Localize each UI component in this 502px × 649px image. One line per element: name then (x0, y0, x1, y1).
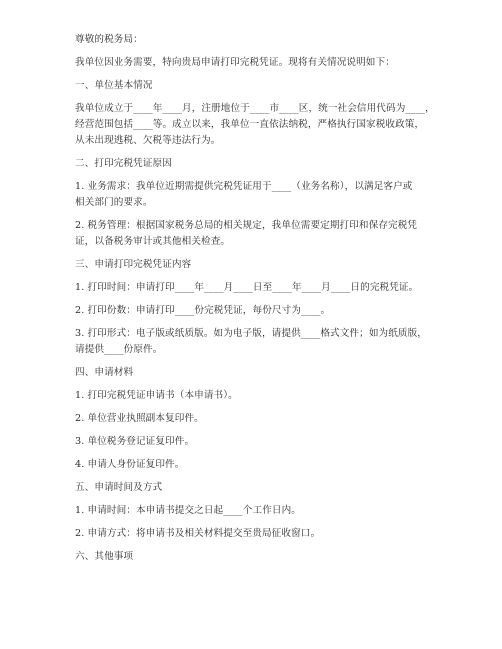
section-heading-4: 四、申请材料 (75, 367, 134, 378)
body-line: 1. 打印完税凭证申请书（本申请书）。 (75, 390, 238, 401)
intro-paragraph: 我单位因业务需要，特向贵局申请打印完税凭证。现将有关情况说明如下： (75, 57, 395, 68)
body-line: 1. 业务需求：我单位近期需提供完税凭证用于____（业务名称），以满足客户或 (75, 181, 413, 192)
body-line: 请提供____份原件。 (75, 344, 163, 355)
body-line: 从未出现逃税、欠税等违法行为。 (75, 135, 221, 146)
body-line: 1. 申请时间：本申请书提交之日起____个工作日内。 (75, 505, 301, 516)
body-line: 我单位成立于____年____月，注册地位于____市____区，统一社会信用代码为____， (75, 103, 435, 114)
body-line: 证，以备税务审计或其他相关检查。 (75, 236, 231, 247)
body-line: 2. 打印份数：申请打印____份完税凭证，每份尺寸为____。 (75, 305, 331, 316)
section-heading-2: 二、打印完税凭证原因 (75, 158, 172, 169)
section-heading-3: 三、申请打印完税凭证内容 (75, 259, 192, 270)
body-line: 2. 单位营业执照副本复印件。 (75, 413, 204, 424)
body-line: 3. 打印形式：电子版或纸质版。如为电子版，请提供____格式文件；如为纸质版， (75, 328, 427, 339)
body-line: 2. 申请方式：将申请书及相关材料提交至贵局征收窗口。 (75, 528, 321, 539)
body-line: 3. 单位税务登记证复印件。 (75, 436, 195, 447)
body-line: 2. 税务管理：根据国家税务总局的相关规定，我单位需要定期打印和保存完税凭 (75, 220, 418, 231)
salutation: 尊敬的税务局： (75, 34, 143, 45)
body-line: 1. 打印时间：申请打印____年____月____日至____年____月____日的完税凭证。 (75, 282, 419, 293)
section-heading-1: 一、单位基本情况 (75, 80, 153, 91)
section-heading-5: 五、申请时间及方式 (75, 482, 163, 493)
section-heading-6: 六、其他事项 (75, 551, 134, 562)
body-line: 相关部门的要求。 (75, 197, 153, 208)
body-line: 4. 申请人身份证复印件。 (75, 459, 185, 470)
body-line: 经营范围包括____等。成立以来，我单位一直依法纳税，严格执行国家税收政策， (75, 119, 425, 130)
